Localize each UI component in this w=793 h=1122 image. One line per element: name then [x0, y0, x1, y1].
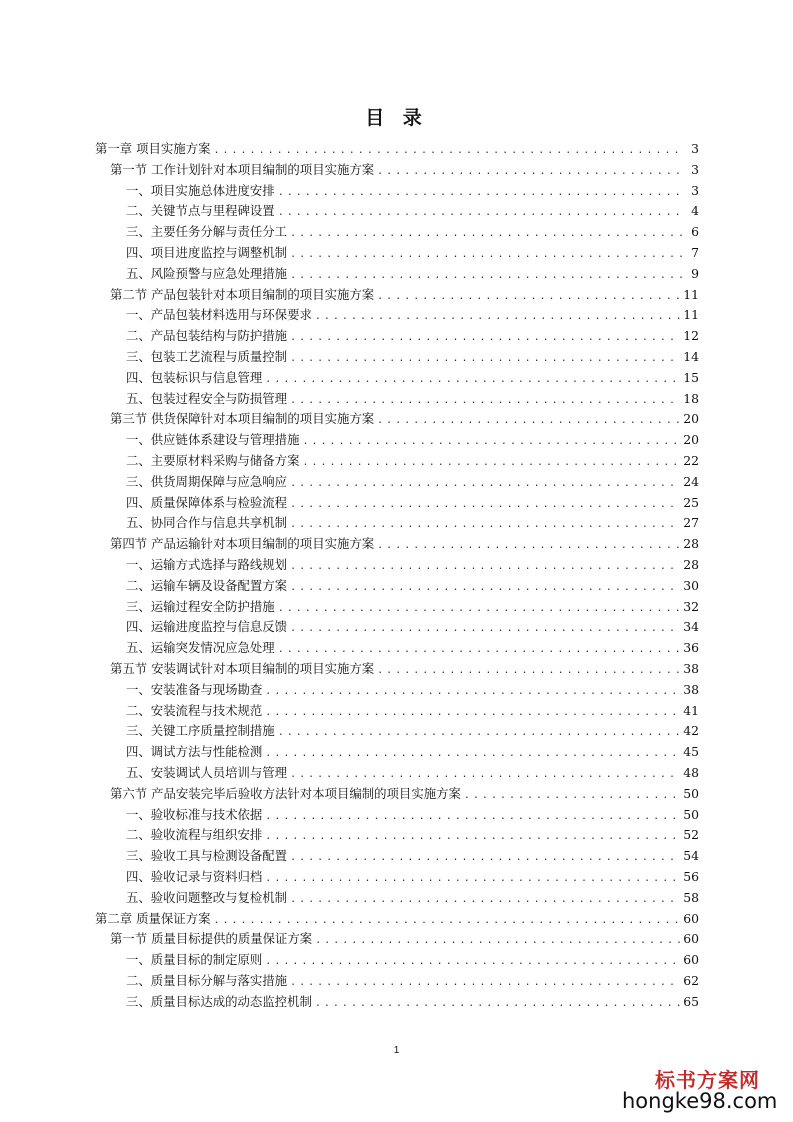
toc-entry-label: 四、项目进度监控与调整机制 — [126, 245, 288, 260]
toc-dot-leader — [265, 869, 680, 889]
toc-dot-leader — [315, 931, 680, 951]
toc-entry-label: 四、运输进度监控与信息反馈 — [126, 619, 288, 635]
toc-entry[interactable] — [126, 721, 699, 741]
page-number: 1 — [393, 1045, 400, 1056]
toc-entry-label: 四、包装标识与信息管理 — [126, 369, 263, 385]
toc-entry[interactable] — [126, 867, 699, 887]
toc-entry-page: 62 — [683, 973, 699, 988]
toc-entry-page: 32 — [683, 598, 699, 614]
toc-entry-page: 60 — [683, 931, 699, 947]
toc-entry-page: 58 — [683, 889, 699, 905]
toc-entry[interactable] — [126, 264, 699, 284]
toc-entry-label: 三、包装工艺流程与质量控制 — [126, 349, 288, 364]
toc-entry-page: 9 — [691, 265, 699, 281]
toc-entry-page: 3 — [691, 182, 699, 198]
toc-entry-page: 12 — [683, 328, 699, 344]
toc-entry-label: 三、验收工具与检测设备配置 — [126, 848, 288, 864]
toc-entry-page: 22 — [683, 453, 699, 468]
toc-entry-label: 二、安装流程与技术规范 — [126, 702, 263, 718]
toc-entry-label: 一、供应链体系建设与管理措施 — [126, 432, 300, 448]
toc-entry-label: 五、运输突发情况应急处理 — [126, 640, 275, 656]
toc-entry-page: 50 — [683, 806, 699, 822]
toc-dot-leader — [278, 723, 681, 743]
toc-entry[interactable] — [110, 659, 699, 679]
toc-title: 目 录 — [365, 107, 428, 129]
toc-entry[interactable] — [126, 597, 699, 617]
toc-entry[interactable] — [126, 992, 699, 1012]
toc-dot-leader — [278, 183, 682, 203]
toc-entry[interactable] — [126, 701, 699, 721]
toc-entry-label: 三、质量目标达成的动态监控机制 — [126, 993, 312, 1009]
toc-entry-label: 四、调试方法与性能检测 — [126, 744, 263, 760]
watermark-url: hongke98.com — [622, 1089, 778, 1113]
toc-entry[interactable] — [126, 201, 699, 221]
toc-entry-page: 56 — [683, 869, 699, 884]
toc-dot-leader — [290, 266, 682, 286]
toc-entry-label: 二、主要原材料采购与储备方案 — [126, 453, 300, 468]
toc-entry[interactable] — [126, 472, 699, 492]
toc-entry-page: 45 — [683, 744, 699, 760]
toc-entry[interactable] — [126, 742, 699, 762]
toc-entry[interactable] — [126, 326, 699, 346]
toc-entry[interactable] — [95, 139, 699, 159]
toc-entry-page: 25 — [683, 494, 699, 510]
toc-entry[interactable] — [126, 846, 699, 866]
toc-entry[interactable] — [126, 513, 699, 533]
toc-entry[interactable] — [126, 389, 699, 409]
toc-dot-leader — [290, 848, 680, 868]
toc-entry[interactable] — [126, 493, 699, 513]
toc-entry-label: 一、验收标准与技术依据 — [126, 806, 263, 822]
toc-entry-page: 38 — [683, 681, 699, 697]
toc-entry-page: 4 — [691, 203, 699, 219]
toc-dot-leader — [290, 765, 680, 785]
toc-entry-label: 第二章 质量保证方案 — [95, 910, 211, 926]
toc-entry[interactable] — [126, 617, 699, 637]
toc-dot-leader — [290, 973, 680, 993]
toc-dot-leader — [265, 370, 680, 390]
toc-entry-page: 30 — [683, 577, 699, 593]
toc-entry-label: 三、供货周期保障与应急响应 — [126, 473, 288, 489]
toc-entry-page: 24 — [683, 473, 699, 489]
toc-entry-page: 18 — [683, 390, 699, 406]
toc-entry-page: 11 — [683, 286, 699, 302]
toc-entry-page: 6 — [691, 224, 699, 240]
toc-entry-page: 36 — [683, 640, 699, 656]
toc-dot-leader — [464, 786, 680, 806]
toc-entry-label: 第四节 产品运输针对本项目编制的项目实施方案 — [110, 536, 375, 552]
toc-entry-page: 38 — [683, 661, 699, 676]
toc-dot-leader — [265, 807, 680, 827]
toc-entry-label: 一、项目实施总体进度安排 — [126, 182, 275, 198]
toc-entry[interactable] — [126, 243, 699, 263]
toc-dot-leader — [290, 578, 680, 598]
toc-dot-leader — [315, 994, 680, 1014]
toc-entry-label: 四、验收记录与资料归档 — [126, 869, 263, 884]
toc-entry-page: 7 — [691, 245, 699, 260]
toc-entry-label: 五、风险预警与应急处理措施 — [126, 265, 288, 281]
toc-dot-leader — [315, 307, 680, 327]
toc-entry[interactable] — [126, 430, 699, 450]
toc-dot-leader — [290, 391, 680, 411]
toc-dot-leader — [377, 661, 680, 681]
toc-entry[interactable] — [110, 929, 699, 949]
toc-entry-label: 第一节 质量目标提供的质量保证方案 — [110, 931, 313, 947]
toc-entry[interactable] — [126, 680, 699, 700]
toc-entry-label: 五、验收问题整改与复检机制 — [126, 889, 288, 905]
toc-dot-leader — [290, 495, 680, 515]
toc-entry[interactable] — [126, 347, 699, 367]
toc-dot-leader — [302, 453, 680, 473]
toc-entry-page: 11 — [683, 307, 699, 323]
toc-entry-page: 50 — [683, 785, 699, 801]
toc-entry-label: 二、质量目标分解与落实措施 — [126, 973, 288, 988]
toc-entry-page: 54 — [683, 848, 699, 864]
toc-entry-page: 28 — [683, 557, 699, 572]
toc-entry-label: 一、安装准备与现场勘查 — [126, 681, 263, 697]
toc-entry-page: 20 — [683, 432, 699, 448]
toc-entry[interactable] — [95, 909, 699, 929]
toc-entry[interactable] — [126, 888, 699, 908]
toc-dot-leader — [265, 952, 680, 972]
toc-entry-page: 60 — [683, 952, 699, 968]
toc-dot-leader — [290, 515, 680, 535]
toc-dot-leader — [302, 432, 680, 452]
toc-dot-leader — [290, 474, 680, 494]
toc-entry-page: 3 — [691, 161, 699, 177]
toc-entry[interactable] — [110, 409, 699, 429]
toc-entry-label: 二、运输车辆及设备配置方案 — [126, 577, 288, 593]
toc-dot-leader — [265, 744, 680, 764]
toc-dot-leader — [290, 245, 682, 265]
toc-entry-page: 42 — [683, 723, 699, 739]
toc-entry-label: 五、协同合作与信息共享机制 — [126, 515, 288, 531]
toc-dot-leader — [278, 599, 681, 619]
toc-entry[interactable] — [126, 825, 699, 845]
toc-entry-label: 第五节 安装调试针对本项目编制的项目实施方案 — [110, 661, 375, 676]
toc-entry[interactable] — [126, 971, 699, 991]
toc-entry-page: 15 — [683, 369, 699, 385]
toc-dot-leader — [377, 287, 680, 307]
toc-entry-label: 一、产品包装材料选用与环保要求 — [126, 307, 312, 323]
toc-entry-page: 34 — [683, 619, 699, 635]
toc-entry-label: 二、产品包装结构与防护措施 — [126, 328, 288, 344]
toc-entry-page: 41 — [683, 702, 699, 718]
toc-entry-label: 五、包装过程安全与防损管理 — [126, 390, 288, 406]
toc-dot-leader — [265, 682, 680, 702]
toc-entry-label: 一、质量目标的制定原则 — [126, 952, 263, 968]
toc-entry[interactable] — [126, 805, 699, 825]
toc-entry-page: 3 — [691, 141, 699, 156]
toc-entry-page: 20 — [683, 411, 699, 427]
toc-entry-page: 28 — [683, 536, 699, 552]
toc-entry-label: 二、验收流程与组织安排 — [126, 827, 263, 843]
watermark-brand: 标书方案网 — [655, 1068, 760, 1092]
toc-dot-leader — [290, 557, 680, 577]
toc-entry-page: 14 — [683, 349, 699, 364]
toc-dot-leader — [265, 703, 680, 723]
toc-entry-page: 27 — [683, 515, 699, 531]
toc-dot-leader — [290, 349, 680, 369]
toc-entry-page: 48 — [683, 765, 699, 780]
toc-entry[interactable] — [126, 305, 699, 325]
toc-entry[interactable] — [110, 285, 699, 305]
toc-dot-leader — [377, 162, 682, 182]
toc-entry-label: 一、运输方式选择与路线规划 — [126, 557, 288, 572]
toc-dot-leader — [265, 827, 680, 847]
toc-dot-leader — [290, 619, 680, 639]
toc-entry[interactable] — [126, 222, 699, 242]
toc-dot-leader — [213, 141, 682, 161]
toc-entry-page: 60 — [683, 910, 699, 926]
toc-entry-label: 二、关键节点与里程碑设置 — [126, 203, 275, 219]
toc-entry[interactable] — [126, 555, 699, 575]
toc-entry[interactable] — [110, 784, 699, 804]
toc-dot-leader — [290, 890, 680, 910]
toc-entry-page: 65 — [683, 993, 699, 1009]
toc-entry[interactable] — [126, 638, 699, 658]
toc-entry-label: 三、主要任务分解与责任分工 — [126, 224, 288, 240]
toc-entry[interactable] — [110, 534, 699, 554]
toc-entry-label: 三、运输过程安全防护措施 — [126, 598, 275, 614]
toc-entry[interactable] — [126, 181, 699, 201]
toc-entry[interactable] — [126, 451, 699, 471]
toc-entry[interactable] — [126, 763, 699, 783]
toc-dot-leader — [377, 536, 680, 556]
toc-entry-label: 第六节 产品安装完毕后验收方法针对本项目编制的项目实施方案 — [110, 785, 461, 801]
toc-dot-leader — [290, 328, 680, 348]
toc-entry-label: 第三节 供货保障针对本项目编制的项目实施方案 — [110, 411, 375, 427]
toc-entry-label: 第一节 工作计划针对本项目编制的项目实施方案 — [110, 161, 375, 177]
toc-dot-leader — [377, 411, 680, 431]
toc-entry[interactable] — [110, 160, 699, 180]
toc-entry-label: 三、关键工序质量控制措施 — [126, 723, 275, 739]
toc-dot-leader — [278, 640, 681, 660]
toc-dot-leader — [213, 911, 680, 931]
toc-dot-leader — [278, 203, 682, 223]
toc-entry-label: 五、安装调试人员培训与管理 — [126, 765, 288, 780]
toc-dot-leader — [290, 224, 682, 244]
toc-entry[interactable] — [126, 576, 699, 596]
toc-entry-label: 四、质量保障体系与检验流程 — [126, 494, 288, 510]
toc-entry[interactable] — [126, 950, 699, 970]
toc-entry-page: 52 — [683, 827, 699, 843]
toc-entry-label: 第二节 产品包装针对本项目编制的项目实施方案 — [110, 286, 375, 302]
toc-entry-label: 第一章 项目实施方案 — [95, 141, 211, 156]
toc-entry[interactable] — [126, 368, 699, 388]
